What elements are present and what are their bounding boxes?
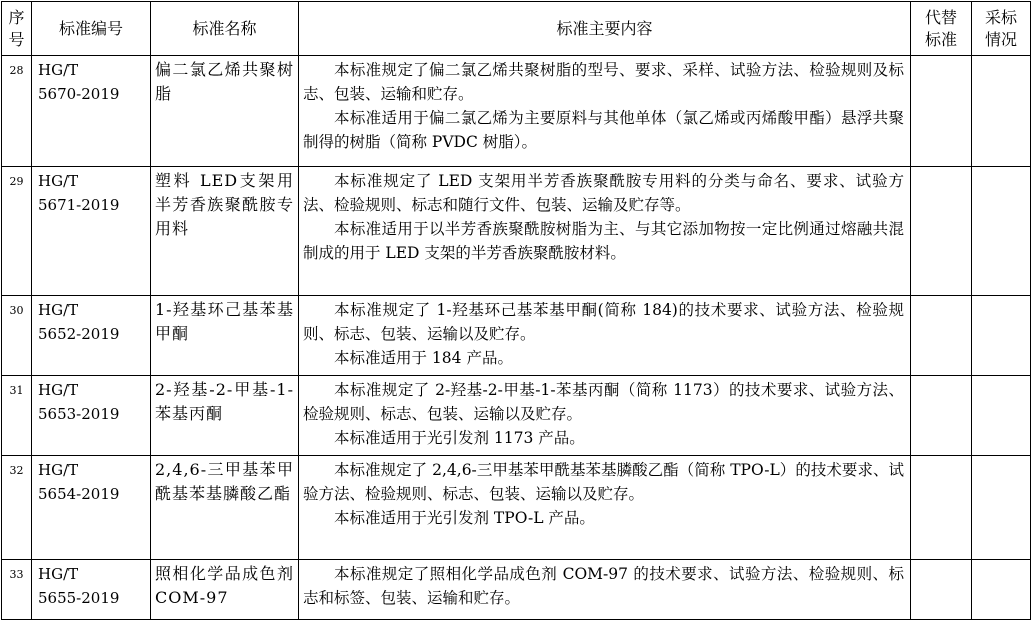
code-number: 5652-2019 xyxy=(38,325,120,343)
row-code xyxy=(32,456,151,560)
code-number: 5671-2019 xyxy=(38,196,120,214)
row-seq: 31 xyxy=(2,376,32,456)
content-scope-paragraph: 本标准规定了 1-羟基环己基苯基甲酮(简称 184)的技术要求、试验方法、检验规则、标志、包装、运输以及贮存。 xyxy=(303,301,904,343)
table-row xyxy=(2,167,1031,296)
row-name: 1-羟基环己基苯基甲酮 xyxy=(151,296,299,376)
row-replace xyxy=(911,56,972,167)
content-scope-paragraph: 本标准规定了偏二氯乙烯共聚树脂的型号、要求、采样、试验方法、检验规则及标志、包装、运输和贮存。 xyxy=(303,61,904,103)
row-seq: 29 xyxy=(2,167,32,296)
code-number: 5653-2019 xyxy=(38,405,120,423)
row-code xyxy=(32,376,151,456)
code-number: 5655-2019 xyxy=(38,589,120,607)
row-name: 塑料 LED支架用半芳香族聚酰胺专用料 xyxy=(151,167,299,296)
row-replace xyxy=(911,376,972,456)
content-applicability-paragraph: 本标准适用于光引发剂 TPO-L 产品。 xyxy=(334,509,595,527)
row-content xyxy=(299,560,911,620)
row-seq: 30 xyxy=(2,296,32,376)
row-code xyxy=(32,560,151,620)
row-replace xyxy=(911,560,972,620)
row-adopt xyxy=(972,560,1031,620)
row-adopt xyxy=(972,296,1031,376)
content-scope-paragraph: 本标准规定了 LED 支架用半芳香族聚酰胺专用料的分类与命名、要求、试验方法、检验规则、标志和随行文件、包装、运输及贮存等。 xyxy=(303,172,904,214)
row-replace xyxy=(911,296,972,376)
row-content xyxy=(299,296,911,376)
code-prefix: HG/T xyxy=(38,61,79,79)
row-replace xyxy=(911,456,972,560)
content-applicability-paragraph: 本标准适用于偏二氯乙烯为主要原料与其他单体（氯乙烯或丙烯酸甲酯）悬浮共聚制得的树脂（简称 PVDC 树脂）。 xyxy=(303,109,904,151)
content-scope-paragraph: 本标准规定了照相化学品成色剂 COM-97 的技术要求、试验方法、检验规则、标志和标签、包装、运输和贮存。 xyxy=(303,565,904,607)
table-row xyxy=(2,560,1031,620)
code-prefix: HG/T xyxy=(38,461,79,479)
content-applicability-paragraph: 本标准适用于 184 产品。 xyxy=(334,349,513,367)
row-replace xyxy=(911,167,972,296)
table-row xyxy=(2,456,1031,560)
code-prefix: HG/T xyxy=(38,301,79,319)
row-code xyxy=(32,56,151,167)
row-code xyxy=(32,296,151,376)
row-name: 照相化学品成色剂 COM-97 xyxy=(151,560,299,620)
row-name: 偏二氯乙烯共聚树脂 xyxy=(151,56,299,167)
row-name: 2,4,6-三甲基苯甲酰基苯基膦酸乙酯 xyxy=(151,456,299,560)
header-adopt: 采标情况 xyxy=(972,2,1031,56)
header-seq: 序号 xyxy=(2,2,32,56)
code-number: 5654-2019 xyxy=(38,485,120,503)
table-row xyxy=(2,56,1031,167)
row-name: 2-羟基-2-甲基-1-苯基丙酮 xyxy=(151,376,299,456)
code-number: 5670-2019 xyxy=(38,85,120,103)
code-prefix: HG/T xyxy=(38,172,79,190)
standards-table xyxy=(1,1,1031,620)
table-row xyxy=(2,376,1031,456)
row-code xyxy=(32,167,151,296)
row-content xyxy=(299,56,911,167)
row-content xyxy=(299,376,911,456)
header-code: 标准编号 xyxy=(32,2,151,56)
row-adopt xyxy=(972,56,1031,167)
header-replace: 代替标准 xyxy=(911,2,972,56)
header-name: 标准名称 xyxy=(151,2,299,56)
row-adopt xyxy=(972,376,1031,456)
row-content xyxy=(299,167,911,296)
content-scope-paragraph: 本标准规定了 2,4,6-三甲基苯甲酰基苯基膦酸乙酯（简称 TPO-L）的技术要求、试验方法、检验规则、标志、包装、运输以及贮存。 xyxy=(303,461,904,503)
code-prefix: HG/T xyxy=(38,565,79,583)
content-applicability-paragraph: 本标准适用于以半芳香族聚酰胺树脂为主、与其它添加物按一定比例通过熔融共混制成的用于 LED 支架的半芳香族聚酰胺材料。 xyxy=(303,220,904,262)
row-seq: 32 xyxy=(2,456,32,560)
row-adopt xyxy=(972,167,1031,296)
code-prefix: HG/T xyxy=(38,381,79,399)
row-seq: 33 xyxy=(2,560,32,620)
header-content: 标准主要内容 xyxy=(299,2,911,56)
row-adopt xyxy=(972,456,1031,560)
table-header-row xyxy=(2,2,1031,56)
content-scope-paragraph: 本标准规定了 2-羟基-2-甲基-1-苯基丙酮（简称 1173）的技术要求、试验方法、检验规则、标志、包装、运输以及贮存。 xyxy=(303,381,904,423)
row-content xyxy=(299,456,911,560)
row-seq: 28 xyxy=(2,56,32,167)
table-row xyxy=(2,296,1031,376)
content-applicability-paragraph: 本标准适用于光引发剂 1173 产品。 xyxy=(334,429,585,447)
